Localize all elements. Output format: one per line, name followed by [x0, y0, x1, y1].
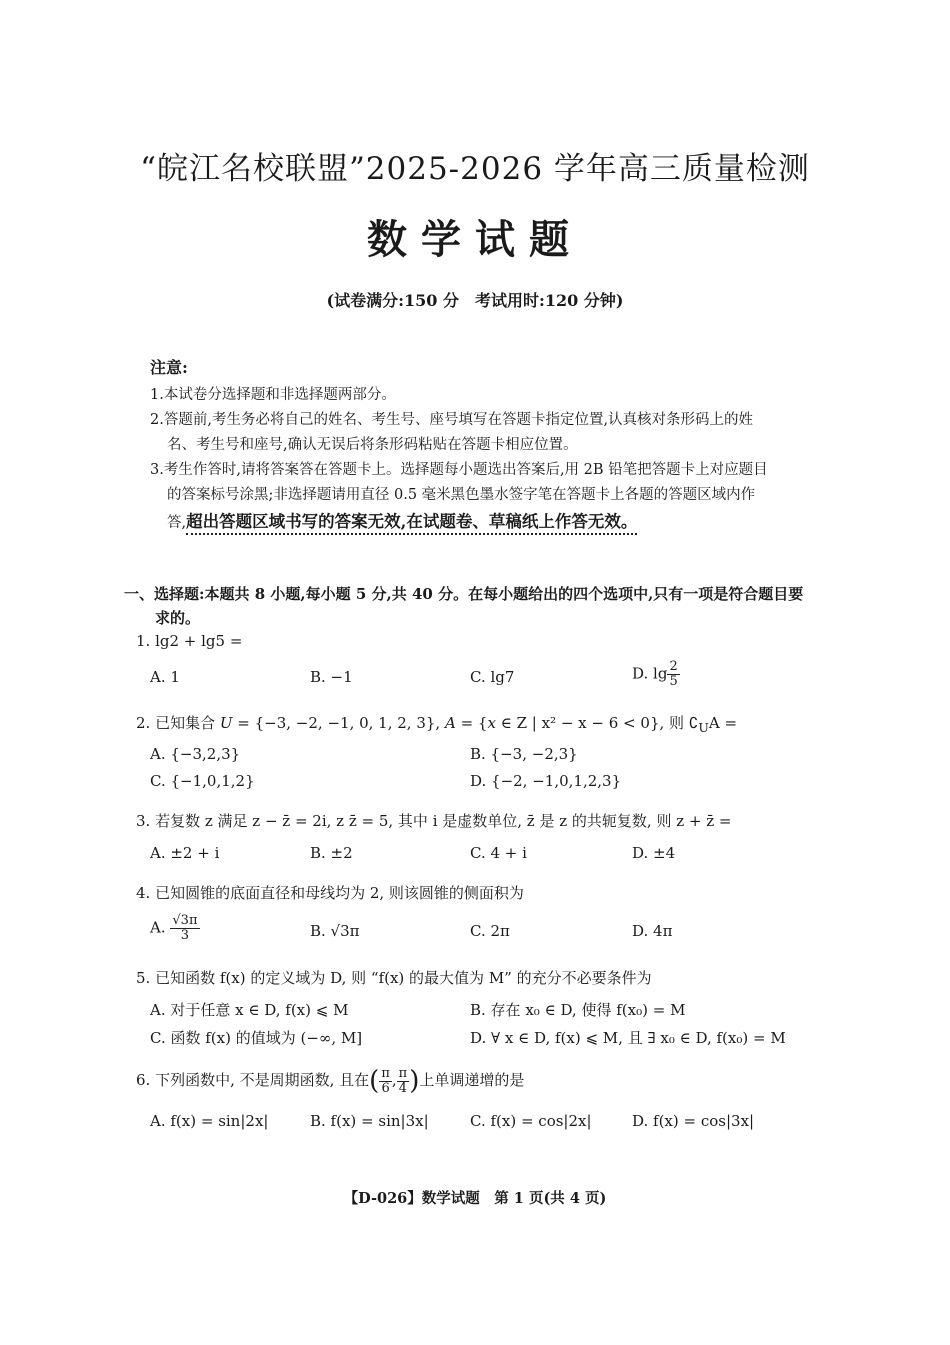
q2-option-b: B. {−3, −2,3} [470, 745, 578, 763]
q2-sub-u: U [698, 720, 709, 735]
q6-option-d: D. f(x) = cos|3x| [632, 1112, 755, 1130]
q6-n1: π [381, 1065, 390, 1081]
notice-item-2: 2.答题前,考生务必将自己的姓名、考生号、座号填写在答题卡指定位置,认真核对条形码上的姓 [150, 412, 754, 428]
q2-u: U [219, 714, 233, 732]
q6-paren-open: ( [369, 1066, 380, 1096]
notice-item-3-cont: 的答案标号涂黑;非选择题请用直径 0.5 毫米黑色墨水签字笔在答题卡上各题的答题区域内作 [167, 487, 756, 503]
q2-stem-c: = { [455, 714, 488, 732]
q2-option-a: A. {−3,2,3} [150, 745, 241, 763]
q2-stem-f: A = [708, 714, 738, 732]
q1-d-num: 2 [669, 659, 678, 674]
q5-option-d: D. ∀ x ∈ D, f(x) ⩽ M, 且 ∃ x₀ ∈ D, f(x₀) = M [470, 1029, 786, 1047]
q1-option-c: C. lg7 [470, 668, 515, 686]
q6-stem [136, 1066, 524, 1096]
q3-option-a: A. ±2 + i [150, 844, 220, 862]
exam-info: (试卷满分:150 分 考试用时:120 分钟) [326, 291, 624, 310]
notice-item-3-end [167, 508, 637, 532]
q1-option-a: A. 1 [150, 668, 180, 686]
q2-x: x [487, 714, 496, 732]
q6-fraction-1 [379, 1067, 392, 1096]
q3-option-b: B. ±2 [310, 844, 353, 862]
q5-option-a: A. 对于任意 x ∈ D, f(x) ⩽ M [150, 1001, 349, 1019]
notice-item-3: 3.考生作答时,请将答案答在答题卡上。选择题每小题选出答案后,用 2B 铅笔把答题卡上对应题目 [150, 462, 768, 478]
section-heading-cont: 求的。 [155, 609, 201, 627]
q3-option-c: C. 4 + i [470, 844, 527, 862]
q4-option-a [150, 914, 200, 943]
q2-stem-e: x² − x − 6 < 0}, 则 ∁ [541, 714, 699, 732]
section-heading: 一、选择题:本题共 8 小题,每小题 5 分,共 40 分。在每小题给出的四个选项中,只有一项是符合题目要 [124, 585, 804, 603]
q6-comma: , [391, 1071, 397, 1089]
q6-option-c: C. f(x) = cos|2x| [470, 1112, 592, 1130]
q1-option-d [632, 660, 680, 689]
subject-title: 数学试题 [367, 216, 583, 263]
page-footer: 【D-026】数学试题 第 1 页(共 4 页) [343, 1190, 607, 1207]
q1-option-b: B. −1 [310, 668, 353, 686]
notice-item-3-end-a: 答, [167, 515, 187, 531]
q2-option-d: D. {−2, −1,0,1,2,3} [470, 772, 622, 790]
q2-stem-d: ∈ Z | [495, 714, 542, 732]
q1-option-d-fraction [667, 660, 679, 689]
q6-paren-close: ) [409, 1066, 420, 1096]
q6-d2: 4 [398, 1080, 408, 1096]
exam-title: “皖江名校联盟”2025-2026 学年高三质量检测 [140, 151, 810, 187]
q6-stem-b: 上单调递增的是 [419, 1071, 525, 1089]
q6-n2: π [398, 1065, 408, 1081]
q6-d1: 6 [381, 1080, 390, 1096]
q2-a: A [444, 714, 456, 732]
q4-a-num: √3π [172, 913, 198, 928]
q2-stem-a: 2. 已知集合 [136, 714, 220, 732]
q5-option-b: B. 存在 x₀ ∈ D, 使得 f(x₀) = M [470, 1001, 686, 1019]
q4-stem: 4. 已知圆锥的底面直径和母线均为 2, 则该圆锥的侧面积为 [136, 884, 524, 902]
q6-fraction-2 [397, 1067, 410, 1096]
q4-option-a-prefix: A. [150, 918, 166, 937]
q2-stem-b: = {−3, −2, −1, 0, 1, 2, 3}, [232, 714, 445, 732]
q6-option-b: B. f(x) = sin|3x| [310, 1112, 429, 1130]
q6-option-a: A. f(x) = sin|2x| [150, 1112, 269, 1130]
notice-emphasis: 超出答题区域书写的答案无效,在试题卷、草稿纸上作答无效。 [186, 512, 637, 535]
q3-option-d: D. ±4 [632, 844, 676, 862]
notice-item-2-cont: 名、考生号和座号,确认无误后将条形码粘贴在答题卡相应位置。 [167, 437, 578, 453]
q2-stem [136, 712, 737, 735]
q4-option-a-fraction [170, 914, 199, 943]
q4-a-den: 3 [180, 928, 190, 943]
q1-stem: 1. lg2 + lg5 = [136, 632, 243, 650]
q4-option-c: C. 2π [470, 922, 510, 940]
q5-option-c: C. 函数 f(x) 的值域为 (−∞, M] [150, 1029, 363, 1047]
q4-option-d: D. 4π [632, 922, 673, 940]
notice-title: 注意: [150, 358, 188, 377]
q5-stem: 5. 已知函数 f(x) 的定义域为 D, 则 “f(x) 的最大值为 M” 的充分不必要条件为 [136, 969, 652, 987]
q6-stem-a: 6. 下列函数中, 不是周期函数, 且在 [136, 1071, 370, 1089]
q1-d-den: 5 [669, 674, 678, 689]
notice-item-1: 1.本试卷分选择题和非选择题两部分。 [150, 387, 396, 403]
q1-option-d-prefix: D. lg [632, 664, 668, 683]
q3-stem: 3. 若复数 z 满足 z − z̄ = 2i, z z̄ = 5, 其中 i 是虚数单位, z̄ 是 z 的共轭复数, 则 z + z̄ = [136, 812, 732, 830]
q4-option-b: B. √3π [310, 922, 360, 940]
q2-option-c: C. {−1,0,1,2} [150, 772, 255, 790]
